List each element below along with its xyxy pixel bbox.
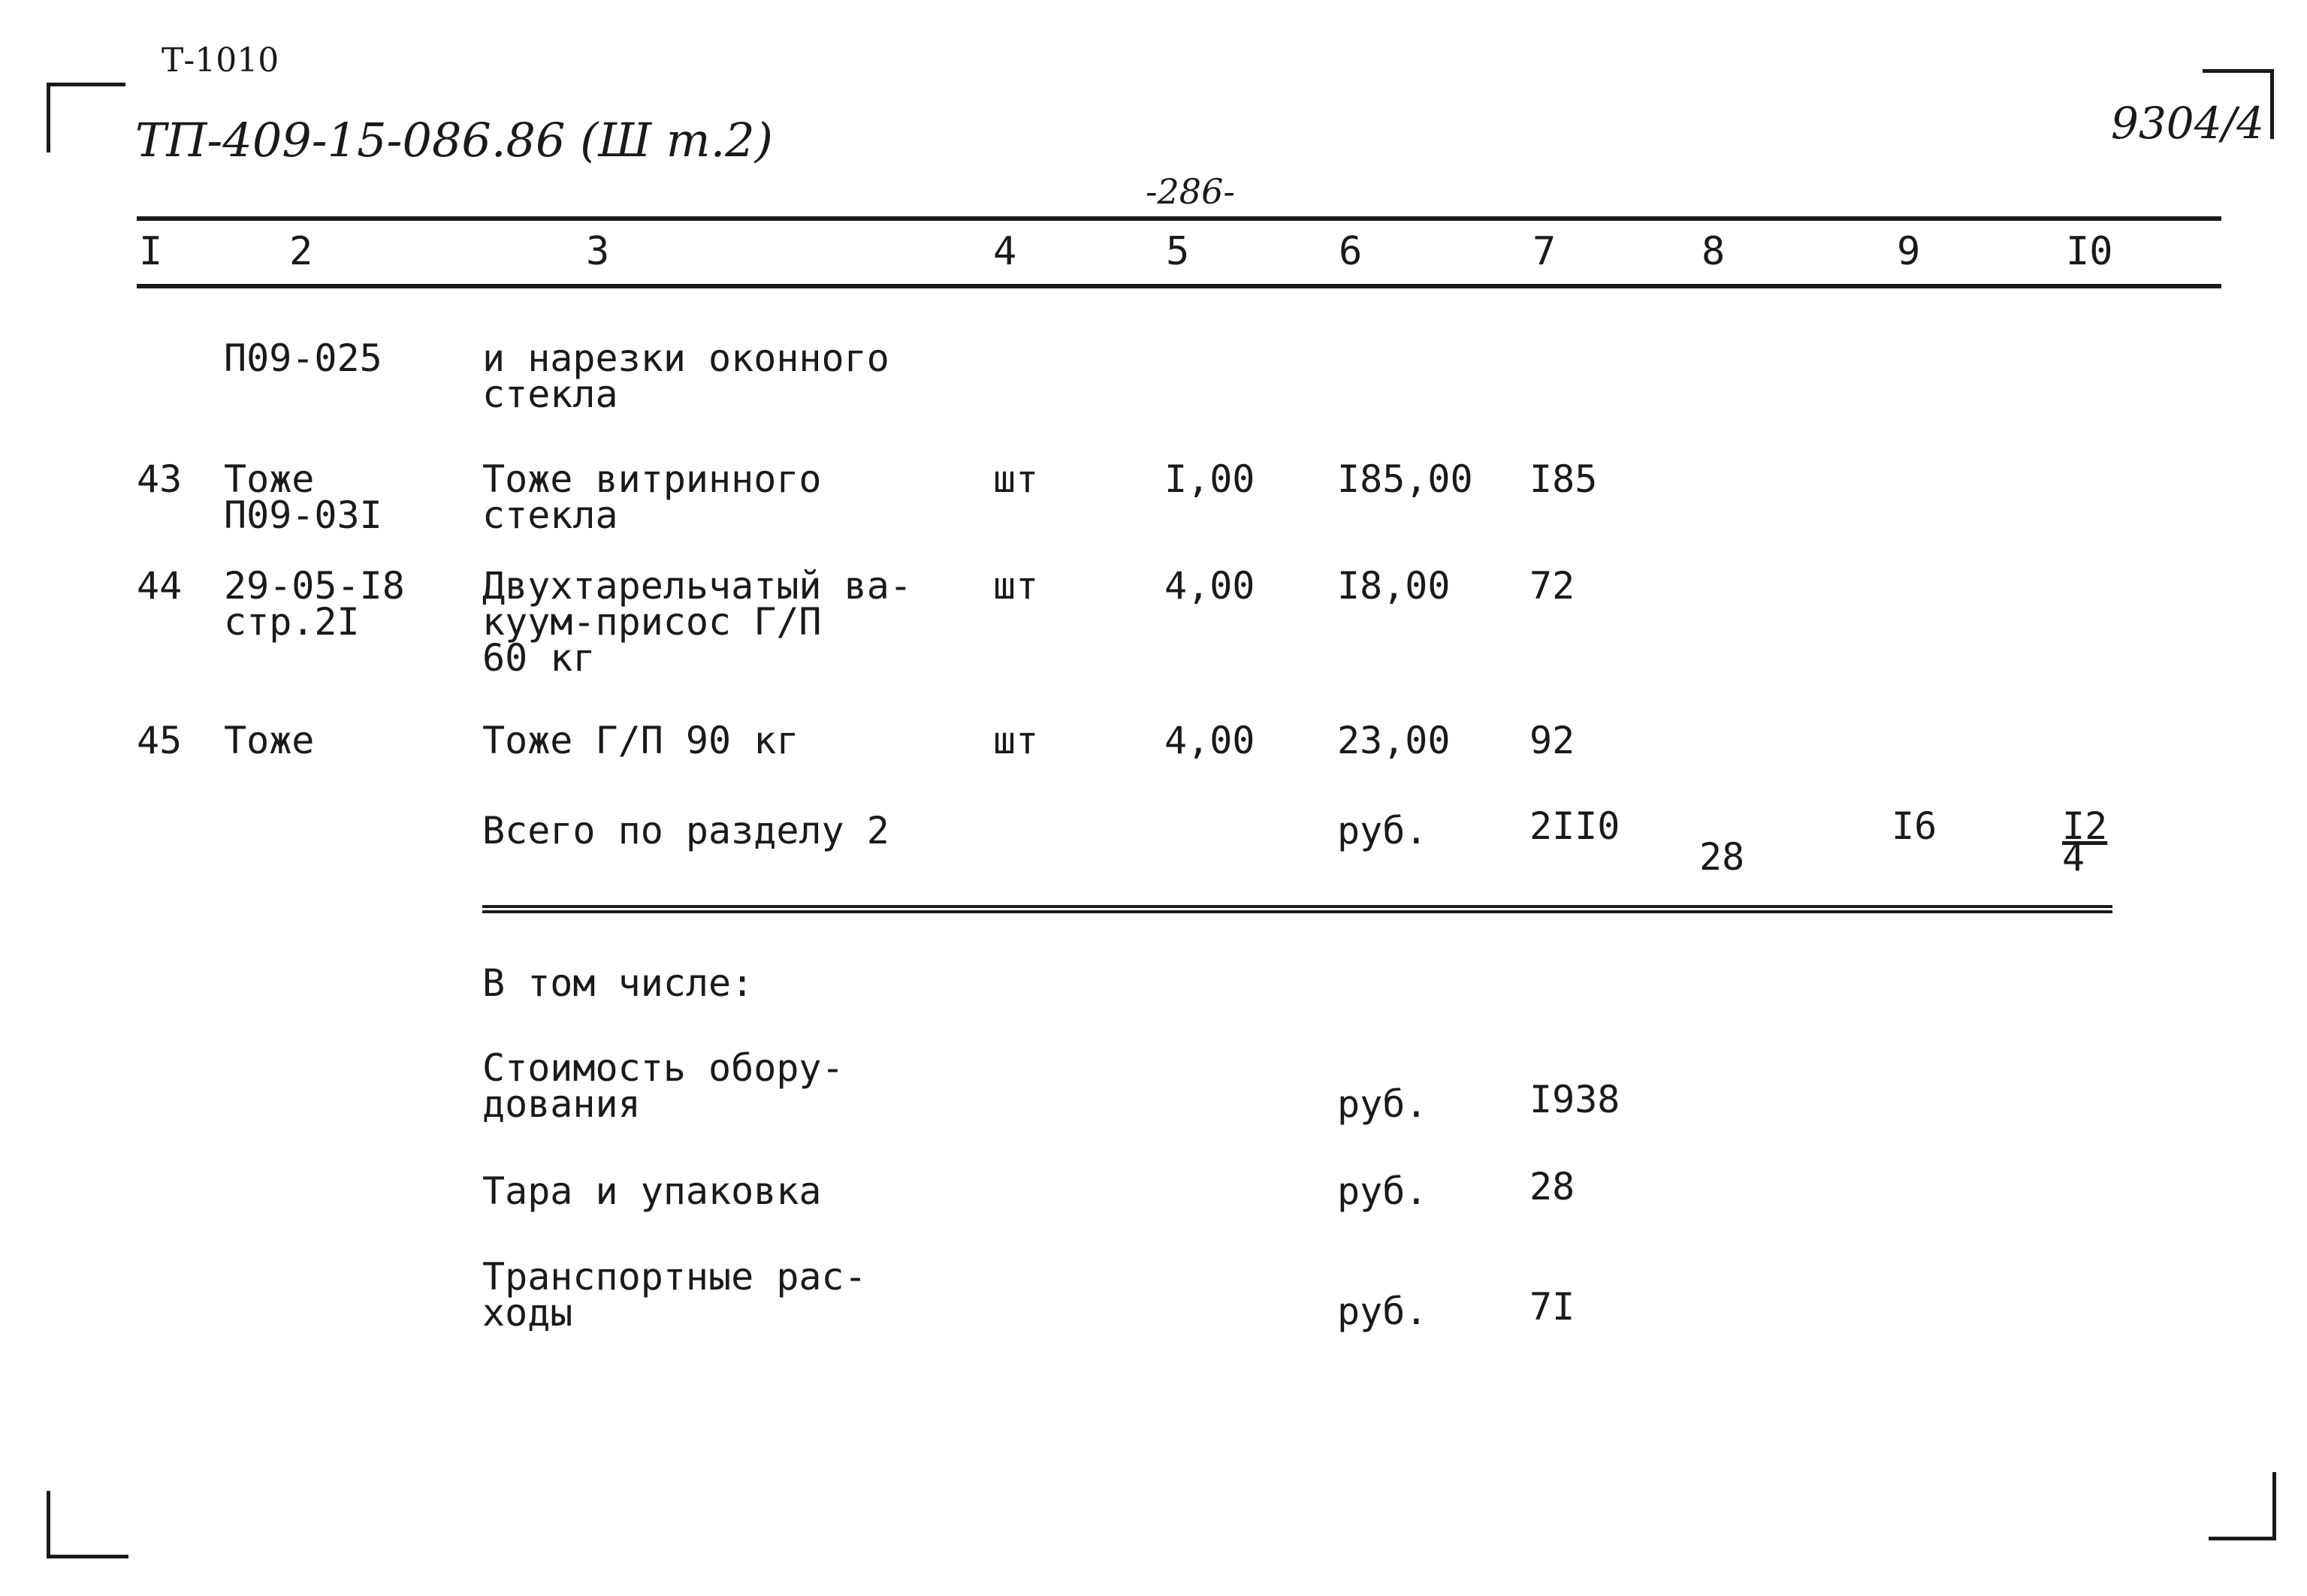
section-total-label: Всего по разделу 2 [482,809,889,852]
column-header-5: 5 [1166,229,1190,274]
row-description: Двухтарельчатый ва- куум-присос Г/П 60 кг [482,564,912,680]
row-number: 43 [137,457,183,501]
row-unit: шт [993,719,1039,762]
section-total-col10-bottom: 4 [2062,836,2085,879]
corner-mark-bottom-right [2209,1472,2276,1540]
total-rule-lower [482,910,2112,913]
row-total: 72 [1529,564,1575,608]
header-top-rule [137,216,2221,221]
corner-mark-top-left [47,83,125,152]
column-header-2: 2 [289,229,313,274]
section-total-col10-top: I2 [2062,804,2108,848]
row-code: Тоже П09-03I [224,457,382,537]
header-bottom-rule [137,284,2221,288]
row-quantity: 4,00 [1164,564,1255,608]
including-item-label: Транспортные рас- ходы [482,1255,867,1335]
including-item-unit: руб. [1337,1290,1428,1333]
section-total-unit: руб. [1337,809,1428,852]
row-unit-price: I8,00 [1337,564,1451,608]
row-unit-price: I85,00 [1337,457,1473,501]
archive-stamp: 9304/4 [2111,98,2265,149]
section-total-value: 2II0 [1529,804,1620,848]
including-heading: В том числе: [482,961,754,1005]
row-code: Тоже [224,719,315,762]
row-description: Тоже витринного стекла [482,457,822,537]
row-code: П09-025 [224,336,382,380]
row-unit: шт [993,457,1039,501]
column-header-10: I0 [2066,229,2113,274]
row-number: 44 [137,564,183,608]
row-quantity: I,00 [1164,457,1255,501]
column-header-4: 4 [993,229,1017,274]
row-code: 29-05-I8 стр.2I [224,564,405,644]
row-number: 45 [137,719,183,762]
column-header-6: 6 [1339,229,1363,274]
including-item-value: 28 [1529,1165,1575,1208]
column-header-7: 7 [1532,229,1557,274]
including-item-label: Тара и упаковка [482,1169,822,1213]
row-unit: шт [993,564,1039,608]
including-item-value: 7I [1529,1285,1575,1329]
corner-mark-bottom-left [47,1491,128,1558]
section-total-col8: 28 [1699,835,1745,879]
row-description: и нарезки оконного стекла [482,336,889,416]
column-header-8: 8 [1702,229,1726,274]
column-header-9: 9 [1897,229,1921,274]
project-number: ТП-409-15-086.86 (Ш т.2) [135,113,773,167]
section-total-col9: I6 [1892,804,1937,848]
row-total: 92 [1529,719,1575,762]
including-item-value: I938 [1529,1078,1620,1121]
document-code: Т-1010 [162,41,279,80]
row-description: Тоже Г/П 90 кг [482,719,799,762]
row-total: I85 [1529,457,1598,501]
including-item-label: Стоимость обору- дования [482,1046,844,1126]
including-item-unit: руб. [1337,1169,1428,1213]
total-rule-upper [482,905,2112,908]
row-quantity: 4,00 [1164,719,1255,762]
page-number: -286- [1146,171,1235,212]
column-header-1: I [139,229,163,274]
row-unit-price: 23,00 [1337,719,1451,762]
column-header-3: 3 [586,229,610,274]
including-item-unit: руб. [1337,1082,1428,1126]
